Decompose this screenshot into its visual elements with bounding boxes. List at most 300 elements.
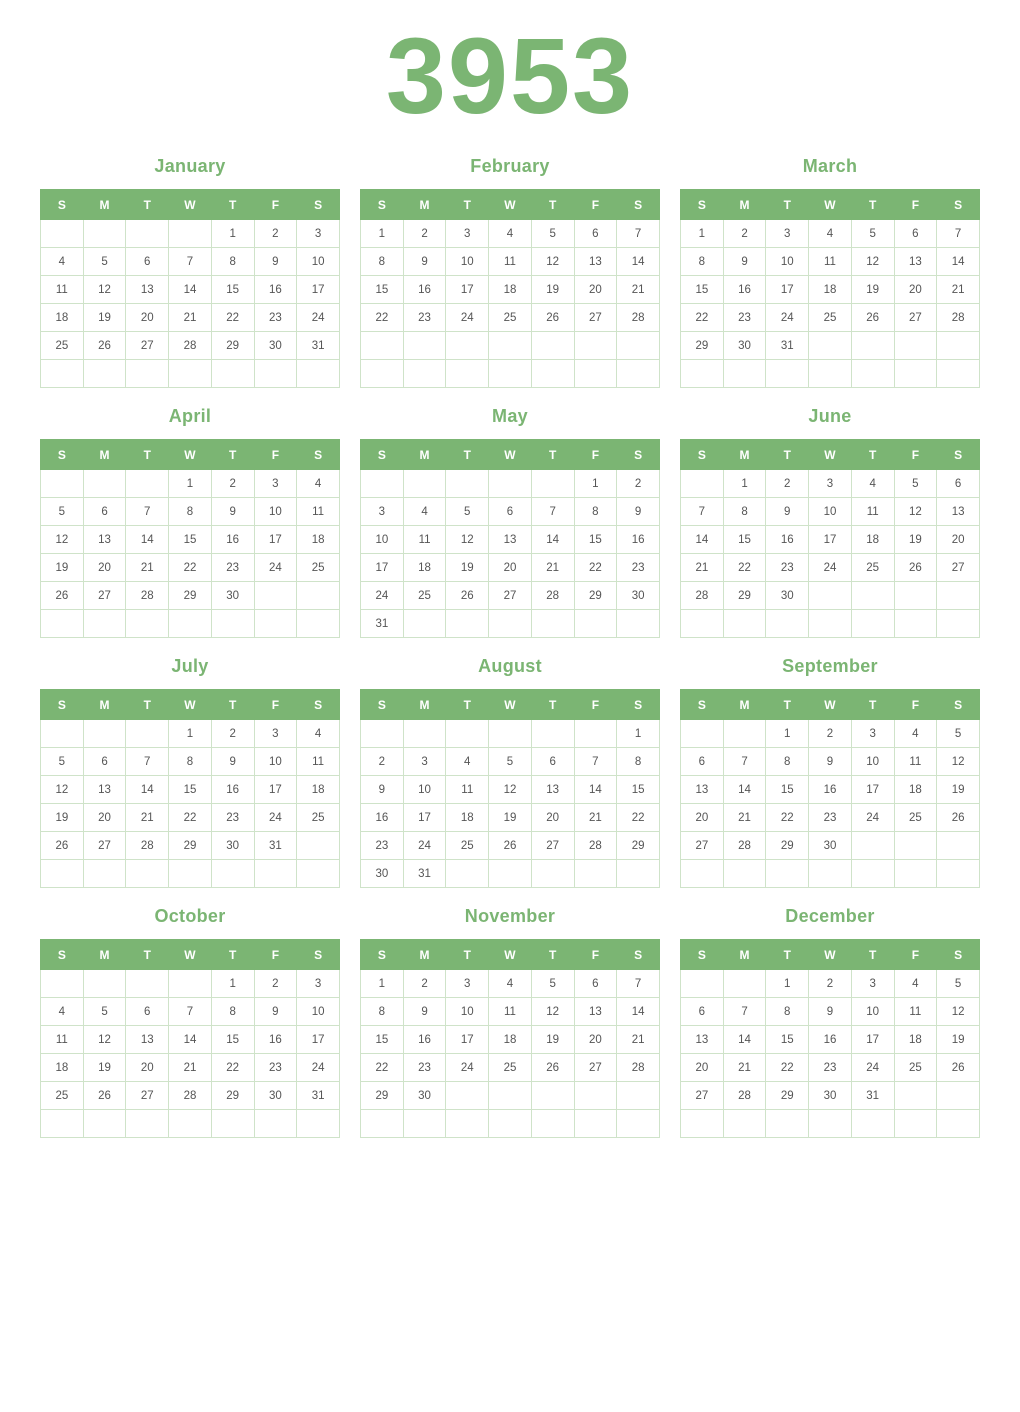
day-cell[interactable]: 9 [723, 248, 766, 276]
day-cell[interactable]: 1 [211, 970, 254, 998]
day-cell[interactable]: 10 [297, 248, 340, 276]
day-cell[interactable]: 11 [894, 748, 937, 776]
day-cell[interactable]: 18 [489, 1026, 532, 1054]
day-cell[interactable]: 14 [723, 776, 766, 804]
day-cell[interactable]: 3 [254, 470, 297, 498]
day-cell[interactable]: 30 [617, 582, 660, 610]
day-cell[interactable]: 27 [489, 582, 532, 610]
day-cell[interactable]: 18 [894, 776, 937, 804]
day-cell[interactable]: 3 [446, 220, 489, 248]
day-cell[interactable]: 1 [766, 720, 809, 748]
day-cell[interactable]: 20 [574, 276, 617, 304]
day-cell[interactable]: 18 [851, 526, 894, 554]
day-cell[interactable]: 20 [489, 554, 532, 582]
day-cell[interactable]: 5 [41, 748, 84, 776]
day-cell[interactable]: 12 [83, 1026, 126, 1054]
day-cell[interactable]: 13 [489, 526, 532, 554]
day-cell[interactable]: 18 [809, 276, 852, 304]
day-cell[interactable]: 27 [574, 1054, 617, 1082]
day-cell[interactable]: 27 [937, 554, 980, 582]
day-cell[interactable]: 6 [894, 220, 937, 248]
day-cell[interactable]: 9 [254, 998, 297, 1026]
day-cell[interactable]: 14 [574, 776, 617, 804]
day-cell[interactable]: 23 [211, 554, 254, 582]
day-cell[interactable]: 22 [169, 554, 212, 582]
day-cell[interactable]: 14 [531, 526, 574, 554]
day-cell[interactable]: 25 [894, 804, 937, 832]
day-cell[interactable]: 19 [937, 776, 980, 804]
day-cell[interactable]: 2 [211, 470, 254, 498]
day-cell[interactable]: 25 [297, 804, 340, 832]
day-cell[interactable]: 6 [681, 998, 724, 1026]
day-cell[interactable]: 19 [41, 554, 84, 582]
day-cell[interactable]: 11 [446, 776, 489, 804]
day-cell[interactable]: 19 [83, 1054, 126, 1082]
day-cell[interactable]: 20 [681, 804, 724, 832]
day-cell[interactable]: 14 [681, 526, 724, 554]
day-cell[interactable]: 5 [531, 220, 574, 248]
day-cell[interactable]: 10 [403, 776, 446, 804]
day-cell[interactable]: 29 [361, 1082, 404, 1110]
day-cell[interactable]: 12 [41, 776, 84, 804]
day-cell[interactable]: 25 [894, 1054, 937, 1082]
day-cell[interactable]: 18 [894, 1026, 937, 1054]
day-cell[interactable]: 21 [617, 276, 660, 304]
day-cell[interactable]: 12 [937, 998, 980, 1026]
day-cell[interactable]: 5 [851, 220, 894, 248]
day-cell[interactable]: 18 [41, 1054, 84, 1082]
day-cell[interactable]: 2 [254, 220, 297, 248]
day-cell[interactable]: 20 [681, 1054, 724, 1082]
day-cell[interactable]: 23 [809, 1054, 852, 1082]
day-cell[interactable]: 25 [809, 304, 852, 332]
day-cell[interactable]: 16 [254, 276, 297, 304]
day-cell[interactable]: 1 [766, 970, 809, 998]
day-cell[interactable]: 1 [617, 720, 660, 748]
day-cell[interactable]: 6 [126, 998, 169, 1026]
day-cell[interactable]: 8 [211, 248, 254, 276]
day-cell[interactable]: 20 [83, 554, 126, 582]
day-cell[interactable]: 10 [851, 998, 894, 1026]
day-cell[interactable]: 6 [83, 748, 126, 776]
day-cell[interactable]: 19 [531, 1026, 574, 1054]
day-cell[interactable]: 30 [403, 1082, 446, 1110]
day-cell[interactable]: 14 [617, 248, 660, 276]
day-cell[interactable]: 2 [254, 970, 297, 998]
day-cell[interactable]: 17 [403, 804, 446, 832]
day-cell[interactable]: 2 [809, 720, 852, 748]
day-cell[interactable]: 25 [489, 304, 532, 332]
day-cell[interactable]: 12 [83, 276, 126, 304]
day-cell[interactable]: 28 [681, 582, 724, 610]
day-cell[interactable]: 5 [83, 998, 126, 1026]
day-cell[interactable]: 23 [254, 1054, 297, 1082]
day-cell[interactable]: 16 [403, 276, 446, 304]
day-cell[interactable]: 26 [851, 304, 894, 332]
day-cell[interactable]: 7 [169, 998, 212, 1026]
day-cell[interactable]: 17 [766, 276, 809, 304]
day-cell[interactable]: 13 [574, 248, 617, 276]
day-cell[interactable]: 24 [297, 1054, 340, 1082]
day-cell[interactable]: 26 [937, 1054, 980, 1082]
day-cell[interactable]: 13 [681, 776, 724, 804]
day-cell[interactable]: 8 [361, 248, 404, 276]
day-cell[interactable]: 31 [403, 860, 446, 888]
day-cell[interactable]: 5 [41, 498, 84, 526]
day-cell[interactable]: 18 [446, 804, 489, 832]
day-cell[interactable]: 6 [937, 470, 980, 498]
day-cell[interactable]: 30 [254, 1082, 297, 1110]
day-cell[interactable]: 2 [361, 748, 404, 776]
day-cell[interactable]: 11 [41, 1026, 84, 1054]
day-cell[interactable]: 16 [403, 1026, 446, 1054]
day-cell[interactable]: 27 [83, 582, 126, 610]
day-cell[interactable]: 23 [403, 1054, 446, 1082]
day-cell[interactable]: 17 [297, 276, 340, 304]
day-cell[interactable]: 18 [297, 526, 340, 554]
day-cell[interactable]: 2 [211, 720, 254, 748]
day-cell[interactable]: 26 [489, 832, 532, 860]
day-cell[interactable]: 16 [211, 776, 254, 804]
day-cell[interactable]: 10 [254, 498, 297, 526]
day-cell[interactable]: 20 [937, 526, 980, 554]
day-cell[interactable]: 8 [211, 998, 254, 1026]
day-cell[interactable]: 11 [489, 248, 532, 276]
day-cell[interactable]: 16 [766, 526, 809, 554]
day-cell[interactable]: 13 [937, 498, 980, 526]
day-cell[interactable]: 29 [211, 332, 254, 360]
day-cell[interactable]: 23 [211, 804, 254, 832]
day-cell[interactable]: 13 [83, 526, 126, 554]
day-cell[interactable]: 3 [446, 970, 489, 998]
day-cell[interactable]: 24 [361, 582, 404, 610]
day-cell[interactable]: 28 [169, 1082, 212, 1110]
day-cell[interactable]: 30 [254, 332, 297, 360]
day-cell[interactable]: 24 [446, 304, 489, 332]
day-cell[interactable]: 15 [723, 526, 766, 554]
day-cell[interactable]: 7 [723, 998, 766, 1026]
day-cell[interactable]: 12 [446, 526, 489, 554]
day-cell[interactable]: 28 [126, 832, 169, 860]
day-cell[interactable]: 13 [681, 1026, 724, 1054]
day-cell[interactable]: 20 [574, 1026, 617, 1054]
day-cell[interactable]: 23 [809, 804, 852, 832]
day-cell[interactable]: 24 [851, 804, 894, 832]
day-cell[interactable]: 12 [531, 248, 574, 276]
day-cell[interactable]: 21 [681, 554, 724, 582]
day-cell[interactable]: 2 [809, 970, 852, 998]
day-cell[interactable]: 22 [681, 304, 724, 332]
day-cell[interactable]: 9 [403, 248, 446, 276]
day-cell[interactable]: 11 [489, 998, 532, 1026]
day-cell[interactable]: 28 [617, 304, 660, 332]
day-cell[interactable]: 17 [254, 526, 297, 554]
day-cell[interactable]: 25 [403, 582, 446, 610]
day-cell[interactable]: 7 [723, 748, 766, 776]
day-cell[interactable]: 16 [809, 776, 852, 804]
day-cell[interactable]: 1 [361, 220, 404, 248]
day-cell[interactable]: 31 [851, 1082, 894, 1110]
day-cell[interactable]: 9 [211, 498, 254, 526]
day-cell[interactable]: 4 [297, 470, 340, 498]
day-cell[interactable]: 5 [446, 498, 489, 526]
day-cell[interactable]: 30 [766, 582, 809, 610]
day-cell[interactable]: 23 [723, 304, 766, 332]
day-cell[interactable]: 6 [531, 748, 574, 776]
day-cell[interactable]: 15 [681, 276, 724, 304]
day-cell[interactable]: 15 [361, 276, 404, 304]
day-cell[interactable]: 15 [211, 1026, 254, 1054]
day-cell[interactable]: 24 [297, 304, 340, 332]
day-cell[interactable]: 22 [211, 1054, 254, 1082]
day-cell[interactable]: 30 [809, 1082, 852, 1110]
day-cell[interactable]: 12 [937, 748, 980, 776]
day-cell[interactable]: 9 [809, 748, 852, 776]
day-cell[interactable]: 3 [297, 220, 340, 248]
day-cell[interactable]: 26 [894, 554, 937, 582]
day-cell[interactable]: 6 [574, 220, 617, 248]
day-cell[interactable]: 13 [83, 776, 126, 804]
day-cell[interactable]: 8 [617, 748, 660, 776]
day-cell[interactable]: 21 [937, 276, 980, 304]
day-cell[interactable]: 10 [361, 526, 404, 554]
day-cell[interactable]: 28 [723, 1082, 766, 1110]
day-cell[interactable]: 15 [766, 1026, 809, 1054]
day-cell[interactable]: 22 [766, 804, 809, 832]
day-cell[interactable]: 25 [489, 1054, 532, 1082]
day-cell[interactable]: 4 [41, 248, 84, 276]
day-cell[interactable]: 14 [126, 776, 169, 804]
day-cell[interactable]: 26 [83, 332, 126, 360]
day-cell[interactable]: 24 [254, 554, 297, 582]
day-cell[interactable]: 9 [766, 498, 809, 526]
day-cell[interactable]: 22 [766, 1054, 809, 1082]
day-cell[interactable]: 3 [297, 970, 340, 998]
day-cell[interactable]: 29 [169, 832, 212, 860]
day-cell[interactable]: 26 [531, 1054, 574, 1082]
day-cell[interactable]: 21 [723, 1054, 766, 1082]
day-cell[interactable]: 8 [169, 498, 212, 526]
day-cell[interactable]: 8 [361, 998, 404, 1026]
day-cell[interactable]: 4 [446, 748, 489, 776]
day-cell[interactable]: 27 [681, 832, 724, 860]
day-cell[interactable]: 8 [574, 498, 617, 526]
day-cell[interactable]: 28 [574, 832, 617, 860]
day-cell[interactable]: 13 [894, 248, 937, 276]
day-cell[interactable]: 10 [446, 998, 489, 1026]
day-cell[interactable]: 15 [361, 1026, 404, 1054]
day-cell[interactable]: 2 [403, 970, 446, 998]
day-cell[interactable]: 27 [681, 1082, 724, 1110]
day-cell[interactable]: 7 [126, 498, 169, 526]
day-cell[interactable]: 4 [851, 470, 894, 498]
day-cell[interactable]: 1 [169, 720, 212, 748]
day-cell[interactable]: 21 [574, 804, 617, 832]
day-cell[interactable]: 23 [403, 304, 446, 332]
day-cell[interactable]: 22 [723, 554, 766, 582]
day-cell[interactable]: 17 [297, 1026, 340, 1054]
day-cell[interactable]: 24 [809, 554, 852, 582]
day-cell[interactable]: 4 [403, 498, 446, 526]
day-cell[interactable]: 15 [169, 526, 212, 554]
day-cell[interactable]: 7 [617, 220, 660, 248]
day-cell[interactable]: 29 [169, 582, 212, 610]
day-cell[interactable]: 1 [681, 220, 724, 248]
day-cell[interactable]: 24 [254, 804, 297, 832]
day-cell[interactable]: 25 [41, 332, 84, 360]
day-cell[interactable]: 2 [617, 470, 660, 498]
day-cell[interactable]: 11 [297, 748, 340, 776]
day-cell[interactable]: 22 [617, 804, 660, 832]
day-cell[interactable]: 17 [851, 1026, 894, 1054]
day-cell[interactable]: 28 [169, 332, 212, 360]
day-cell[interactable]: 15 [617, 776, 660, 804]
day-cell[interactable]: 10 [446, 248, 489, 276]
day-cell[interactable]: 29 [574, 582, 617, 610]
day-cell[interactable]: 29 [723, 582, 766, 610]
day-cell[interactable]: 18 [489, 276, 532, 304]
day-cell[interactable]: 3 [809, 470, 852, 498]
day-cell[interactable]: 21 [126, 554, 169, 582]
day-cell[interactable]: 16 [809, 1026, 852, 1054]
day-cell[interactable]: 2 [723, 220, 766, 248]
day-cell[interactable]: 27 [894, 304, 937, 332]
day-cell[interactable]: 1 [361, 970, 404, 998]
day-cell[interactable]: 31 [297, 332, 340, 360]
day-cell[interactable]: 11 [403, 526, 446, 554]
day-cell[interactable]: 20 [126, 1054, 169, 1082]
day-cell[interactable]: 26 [41, 582, 84, 610]
day-cell[interactable]: 8 [766, 748, 809, 776]
day-cell[interactable]: 14 [126, 526, 169, 554]
day-cell[interactable]: 16 [723, 276, 766, 304]
day-cell[interactable]: 4 [489, 220, 532, 248]
day-cell[interactable]: 25 [851, 554, 894, 582]
day-cell[interactable]: 30 [361, 860, 404, 888]
day-cell[interactable]: 11 [851, 498, 894, 526]
day-cell[interactable]: 21 [169, 1054, 212, 1082]
day-cell[interactable]: 4 [894, 720, 937, 748]
day-cell[interactable]: 19 [83, 304, 126, 332]
day-cell[interactable]: 15 [574, 526, 617, 554]
day-cell[interactable]: 23 [361, 832, 404, 860]
day-cell[interactable]: 15 [766, 776, 809, 804]
day-cell[interactable]: 9 [403, 998, 446, 1026]
day-cell[interactable]: 6 [489, 498, 532, 526]
day-cell[interactable]: 11 [41, 276, 84, 304]
day-cell[interactable]: 9 [211, 748, 254, 776]
day-cell[interactable]: 13 [574, 998, 617, 1026]
day-cell[interactable]: 1 [574, 470, 617, 498]
day-cell[interactable]: 20 [531, 804, 574, 832]
day-cell[interactable]: 23 [254, 304, 297, 332]
day-cell[interactable]: 14 [723, 1026, 766, 1054]
day-cell[interactable]: 25 [41, 1082, 84, 1110]
day-cell[interactable]: 31 [254, 832, 297, 860]
day-cell[interactable]: 8 [723, 498, 766, 526]
day-cell[interactable]: 20 [83, 804, 126, 832]
day-cell[interactable]: 5 [894, 470, 937, 498]
day-cell[interactable]: 6 [83, 498, 126, 526]
day-cell[interactable]: 30 [809, 832, 852, 860]
day-cell[interactable]: 22 [574, 554, 617, 582]
day-cell[interactable]: 13 [126, 276, 169, 304]
day-cell[interactable]: 10 [254, 748, 297, 776]
day-cell[interactable]: 29 [766, 1082, 809, 1110]
day-cell[interactable]: 4 [489, 970, 532, 998]
day-cell[interactable]: 18 [297, 776, 340, 804]
day-cell[interactable]: 31 [766, 332, 809, 360]
day-cell[interactable]: 9 [809, 998, 852, 1026]
day-cell[interactable]: 28 [126, 582, 169, 610]
day-cell[interactable]: 14 [937, 248, 980, 276]
day-cell[interactable]: 11 [809, 248, 852, 276]
day-cell[interactable]: 29 [617, 832, 660, 860]
day-cell[interactable]: 7 [531, 498, 574, 526]
day-cell[interactable]: 29 [766, 832, 809, 860]
day-cell[interactable]: 24 [446, 1054, 489, 1082]
day-cell[interactable]: 3 [766, 220, 809, 248]
day-cell[interactable]: 27 [83, 832, 126, 860]
day-cell[interactable]: 16 [254, 1026, 297, 1054]
day-cell[interactable]: 10 [766, 248, 809, 276]
day-cell[interactable]: 22 [361, 1054, 404, 1082]
day-cell[interactable]: 5 [937, 970, 980, 998]
day-cell[interactable]: 10 [297, 998, 340, 1026]
day-cell[interactable]: 21 [531, 554, 574, 582]
day-cell[interactable]: 12 [41, 526, 84, 554]
day-cell[interactable]: 14 [169, 1026, 212, 1054]
day-cell[interactable]: 9 [617, 498, 660, 526]
day-cell[interactable]: 29 [681, 332, 724, 360]
day-cell[interactable]: 3 [403, 748, 446, 776]
day-cell[interactable]: 22 [211, 304, 254, 332]
day-cell[interactable]: 16 [361, 804, 404, 832]
day-cell[interactable]: 17 [361, 554, 404, 582]
day-cell[interactable]: 3 [851, 720, 894, 748]
day-cell[interactable]: 5 [83, 248, 126, 276]
day-cell[interactable]: 26 [446, 582, 489, 610]
day-cell[interactable]: 10 [809, 498, 852, 526]
day-cell[interactable]: 7 [169, 248, 212, 276]
day-cell[interactable]: 1 [723, 470, 766, 498]
day-cell[interactable]: 2 [766, 470, 809, 498]
day-cell[interactable]: 26 [83, 1082, 126, 1110]
day-cell[interactable]: 28 [937, 304, 980, 332]
day-cell[interactable]: 27 [126, 332, 169, 360]
day-cell[interactable]: 19 [41, 804, 84, 832]
day-cell[interactable]: 23 [766, 554, 809, 582]
day-cell[interactable]: 27 [126, 1082, 169, 1110]
day-cell[interactable]: 10 [851, 748, 894, 776]
day-cell[interactable]: 3 [361, 498, 404, 526]
day-cell[interactable]: 16 [211, 526, 254, 554]
day-cell[interactable]: 6 [681, 748, 724, 776]
day-cell[interactable]: 4 [894, 970, 937, 998]
day-cell[interactable]: 19 [489, 804, 532, 832]
day-cell[interactable]: 11 [297, 498, 340, 526]
day-cell[interactable]: 22 [169, 804, 212, 832]
day-cell[interactable]: 8 [169, 748, 212, 776]
day-cell[interactable]: 6 [126, 248, 169, 276]
day-cell[interactable]: 29 [211, 1082, 254, 1110]
day-cell[interactable]: 12 [894, 498, 937, 526]
day-cell[interactable]: 23 [617, 554, 660, 582]
day-cell[interactable]: 7 [574, 748, 617, 776]
day-cell[interactable]: 21 [126, 804, 169, 832]
day-cell[interactable]: 19 [531, 276, 574, 304]
day-cell[interactable]: 13 [126, 1026, 169, 1054]
